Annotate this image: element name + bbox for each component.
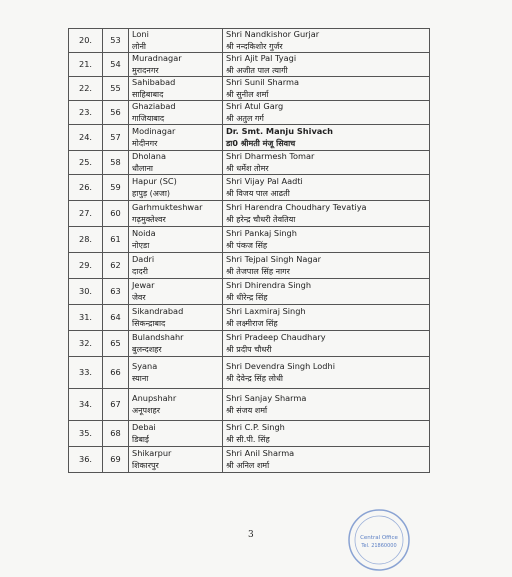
constituency-cell	[129, 125, 223, 151]
candidate-name-hindi: श्री अनिल शर्मा	[226, 460, 270, 470]
assembly-number-cell: 56	[103, 101, 129, 125]
candidate-name-english: Shri Anil Sharma	[226, 448, 295, 458]
serial-number-cell: 28.	[69, 227, 103, 253]
serial-number-cell: 24.	[69, 125, 103, 151]
constituency-name-english: Noida	[132, 228, 156, 238]
assembly-number-cell: 58	[103, 151, 129, 175]
table-row	[69, 421, 430, 447]
candidate-name-hindi: श्री पंकज सिंह	[226, 240, 268, 250]
constituency-cell	[129, 447, 223, 473]
candidate-cell	[223, 151, 430, 175]
constituency-name-hindi: दादरी	[132, 266, 148, 276]
serial-number-cell: 25.	[69, 151, 103, 175]
candidate-name-english: Shri Vijay Pal Aadti	[226, 176, 303, 186]
table-row	[69, 227, 430, 253]
candidate-cell	[223, 227, 430, 253]
constituency-name-hindi: डिबाई	[132, 434, 149, 444]
constituency-name-english: Syana	[132, 361, 158, 371]
constituency-name-hindi: लोनी	[132, 41, 147, 51]
table-row	[69, 253, 430, 279]
candidate-cell	[223, 357, 430, 389]
assembly-number-cell: 68	[103, 421, 129, 447]
serial-number-cell: 20.	[69, 29, 103, 53]
assembly-number-cell: 64	[103, 305, 129, 331]
candidate-cell	[223, 389, 430, 421]
constituency-name-english: Hapur (SC)	[132, 176, 177, 186]
serial-number-cell: 34.	[69, 389, 103, 421]
candidate-cell	[223, 101, 430, 125]
table-row	[69, 125, 430, 151]
stamp-text-top: Central Office	[360, 535, 398, 541]
constituency-name-english: Dadri	[132, 254, 155, 264]
table-row	[69, 151, 430, 175]
assembly-number-cell: 54	[103, 53, 129, 77]
assembly-number-cell: 57	[103, 125, 129, 151]
candidate-table	[68, 28, 430, 473]
constituency-name-english: Sikandrabad	[132, 306, 184, 316]
candidate-name-hindi: श्री अजीत पाल त्यागी	[226, 65, 288, 75]
table-row	[69, 279, 430, 305]
constituency-cell	[129, 29, 223, 53]
constituency-cell	[129, 331, 223, 357]
constituency-name-hindi: स्याना	[132, 373, 149, 383]
constituency-name-hindi: शिकारपुर	[132, 460, 159, 470]
candidate-name-hindi: श्री लक्ष्मीराज सिंह	[226, 318, 278, 328]
candidate-name-english: Shri Pradeep Chaudhary	[226, 332, 326, 342]
assembly-number-cell: 67	[103, 389, 129, 421]
candidate-cell	[223, 331, 430, 357]
constituency-cell	[129, 279, 223, 305]
constituency-name-hindi: सिकन्द्राबाद	[132, 318, 166, 328]
constituency-name-hindi: धौलाना	[132, 163, 153, 173]
serial-number-cell: 26.	[69, 175, 103, 201]
assembly-number-cell: 55	[103, 77, 129, 101]
constituency-name-hindi: नोएडा	[132, 240, 150, 250]
candidate-name-hindi: श्री संजय शर्मा	[226, 405, 268, 415]
candidate-name-hindi: श्री विजय पाल आढती	[226, 188, 290, 198]
constituency-cell	[129, 201, 223, 227]
constituency-name-english: Loni	[132, 29, 149, 39]
candidate-cell	[223, 305, 430, 331]
candidate-name-hindi: श्री धीरेन्द्र सिंह	[226, 292, 268, 302]
constituency-cell	[129, 175, 223, 201]
constituency-name-hindi: अनूपशहर	[132, 405, 161, 415]
table-row	[69, 389, 430, 421]
candidate-name-english: Shri Sanjay Sharma	[226, 393, 307, 403]
constituency-name-english: Shikarpur	[132, 448, 172, 458]
serial-number-cell: 30.	[69, 279, 103, 305]
serial-number-cell: 36.	[69, 447, 103, 473]
candidate-name-hindi: डा0 श्रीमती मंजू सिवाच	[226, 138, 296, 148]
assembly-number-cell: 66	[103, 357, 129, 389]
assembly-number-cell: 63	[103, 279, 129, 305]
candidate-cell	[223, 77, 430, 101]
constituency-name-english: Muradnagar	[132, 53, 182, 63]
constituency-cell	[129, 77, 223, 101]
serial-number-cell: 31.	[69, 305, 103, 331]
candidate-name-english: Shri Atul Garg	[226, 101, 284, 111]
serial-number-cell: 35.	[69, 421, 103, 447]
constituency-name-hindi: जेवर	[132, 292, 146, 302]
candidate-name-english: Shri Devendra Singh Lodhi	[226, 361, 335, 371]
constituency-cell	[129, 305, 223, 331]
constituency-name-english: Ghaziabad	[132, 101, 176, 111]
serial-number-cell: 33.	[69, 357, 103, 389]
constituency-cell	[129, 421, 223, 447]
candidate-table-body	[69, 29, 430, 473]
candidate-name-english: Shri Dhirendra Singh	[226, 280, 312, 290]
serial-number-cell: 22.	[69, 77, 103, 101]
table-row	[69, 331, 430, 357]
serial-number-cell: 32.	[69, 331, 103, 357]
constituency-name-hindi: हापुड़ (अजा)	[132, 188, 171, 198]
candidate-name-hindi: श्री तेजपाल सिंह नागर	[226, 266, 290, 276]
constituency-cell	[129, 227, 223, 253]
constituency-name-english: Modinagar	[132, 126, 176, 136]
constituency-cell	[129, 389, 223, 421]
candidate-name-hindi: श्री धर्मेश तोमर	[226, 163, 269, 173]
constituency-cell	[129, 101, 223, 125]
candidate-cell	[223, 53, 430, 77]
constituency-cell	[129, 151, 223, 175]
office-stamp	[346, 507, 412, 573]
candidate-name-english: Shri Dharmesh Tomar	[226, 151, 315, 161]
candidate-name-hindi: श्री अतुल गर्ग	[226, 113, 264, 123]
constituency-cell	[129, 53, 223, 77]
candidate-name-hindi: श्री देवेन्द्र सिंह लोधी	[226, 373, 283, 383]
table-row	[69, 53, 430, 77]
candidate-cell	[223, 279, 430, 305]
constituency-name-hindi: गढ़मुक्तेश्वर	[132, 214, 166, 224]
candidate-cell	[223, 421, 430, 447]
constituency-name-hindi: साहिबाबाद	[132, 89, 164, 99]
page-number: 3	[248, 530, 254, 540]
candidate-name-english: Shri Laxmiraj Singh	[226, 306, 306, 316]
constituency-name-english: Dholana	[132, 151, 167, 161]
table-row	[69, 175, 430, 201]
constituency-name-hindi: बुलन्दशहर	[132, 344, 162, 354]
constituency-name-hindi: गाजियाबाद	[132, 113, 165, 123]
constituency-name-english: Bulandshahr	[132, 332, 184, 342]
table-row	[69, 101, 430, 125]
serial-number-cell: 27.	[69, 201, 103, 227]
constituency-name-hindi: मोदीनगर	[132, 138, 158, 148]
constituency-name-english: Garhmukteshwar	[132, 202, 203, 212]
candidate-name-english: Shri C.P. Singh	[226, 422, 285, 432]
table-row	[69, 305, 430, 331]
candidate-cell	[223, 201, 430, 227]
candidate-name-hindi: श्री नन्दकिशोर गुर्जर	[226, 41, 283, 51]
candidate-cell	[223, 253, 430, 279]
constituency-cell	[129, 357, 223, 389]
table-row	[69, 357, 430, 389]
candidate-cell	[223, 125, 430, 151]
candidate-name-english: Dr. Smt. Manju Shivach	[226, 126, 333, 136]
candidate-name-english: Shri Sunil Sharma	[226, 77, 299, 87]
serial-number-cell: 23.	[69, 101, 103, 125]
constituency-name-english: Sahibabad	[132, 77, 176, 87]
assembly-number-cell: 53	[103, 29, 129, 53]
assembly-number-cell: 60	[103, 201, 129, 227]
table-row	[69, 201, 430, 227]
constituency-name-english: Jewar	[132, 280, 155, 290]
candidate-name-english: Shri Ajit Pal Tyagi	[226, 53, 297, 63]
assembly-number-cell: 61	[103, 227, 129, 253]
candidate-cell	[223, 447, 430, 473]
constituency-name-hindi: मुरादनगर	[132, 65, 159, 75]
constituency-name-english: Debai	[132, 422, 156, 432]
serial-number-cell: 29.	[69, 253, 103, 279]
table-row	[69, 447, 430, 473]
candidate-cell	[223, 175, 430, 201]
stamp-text-bottom: Tel. 21860000	[361, 543, 397, 549]
constituency-cell	[129, 253, 223, 279]
candidate-name-hindi: श्री सुनील शर्मा	[226, 89, 269, 99]
assembly-number-cell: 65	[103, 331, 129, 357]
candidate-name-english: Shri Tejpal Singh Nagar	[226, 254, 322, 264]
candidate-name-hindi: श्री सी.पी. सिंह	[226, 434, 270, 444]
table-row	[69, 29, 430, 53]
candidate-name-hindi: श्री प्रदीप चौधरी	[226, 344, 272, 354]
candidate-name-english: Shri Pankaj Singh	[226, 228, 297, 238]
table-row	[69, 77, 430, 101]
assembly-number-cell: 62	[103, 253, 129, 279]
candidate-cell	[223, 29, 430, 53]
candidate-name-hindi: श्री हरेन्द्र चौधरी तेवतिया	[226, 214, 296, 224]
candidate-name-english: Shri Harendra Choudhary Tevatiya	[226, 202, 367, 212]
constituency-name-english: Anupshahr	[132, 393, 177, 403]
candidate-name-english: Shri Nandkishor Gurjar	[226, 29, 320, 39]
assembly-number-cell: 69	[103, 447, 129, 473]
assembly-number-cell: 59	[103, 175, 129, 201]
serial-number-cell: 21.	[69, 53, 103, 77]
